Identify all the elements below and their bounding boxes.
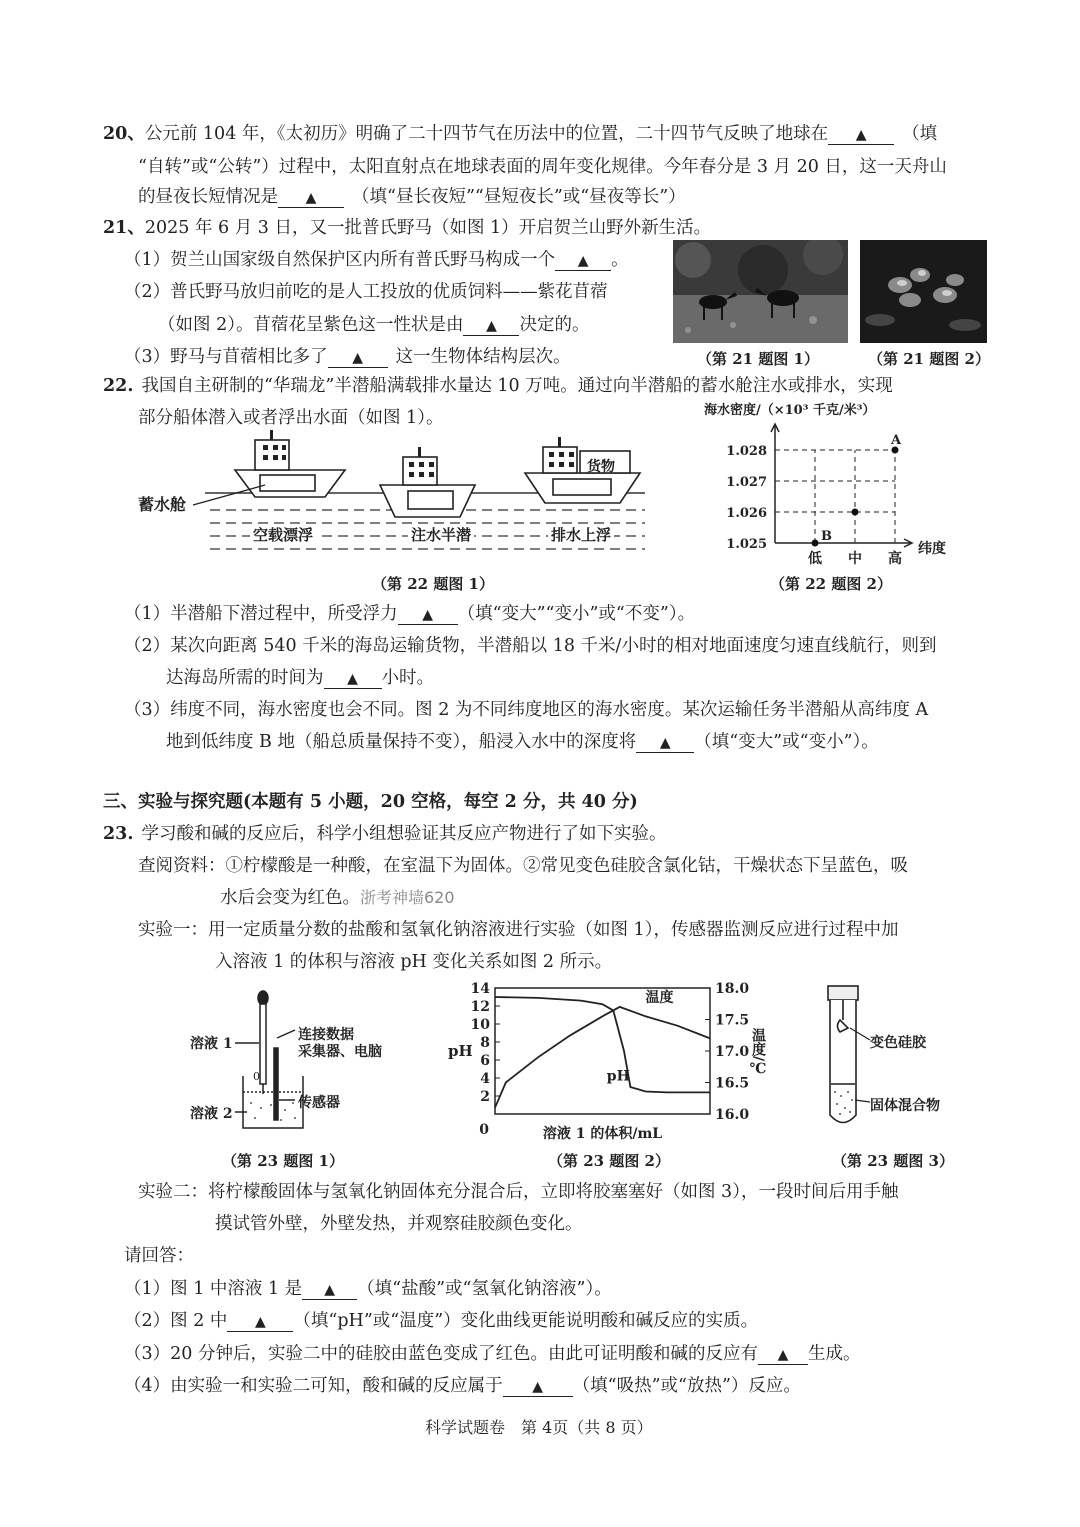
q23-stem: [103, 820, 666, 845]
q23-label-gel: 变色硅胶: [870, 1035, 926, 1051]
q23-fig3-caption: （第 23 题图 3）: [832, 1152, 954, 1170]
q20-blank-1[interactable]: ▲: [828, 125, 894, 145]
q22-stem-text1: 我国自主研制的“华瑞龙”半潜船满载排水量达 10 万吨。通过向半潜船的蓄水舱注水或排水，实现: [141, 376, 893, 396]
q23-a1-text: （1）图 1 中溶液 1 是: [124, 1279, 303, 1299]
q23-fig1-caption: （第 23 题图 1）: [222, 1152, 344, 1170]
q22-data-point: [812, 540, 819, 547]
alfalfa-photo: [860, 240, 987, 343]
q23-label-sol2: 溶液 2: [190, 1106, 233, 1122]
q21-p1-end: 。: [611, 250, 629, 270]
q21-blank-1[interactable]: ▲: [555, 251, 611, 271]
q22-ytick-label: 1.027: [726, 475, 767, 490]
q22-point-label: B: [821, 529, 832, 544]
q22-xtick-label: 高: [888, 551, 902, 567]
q23-ref-line1: 查阅资料：①柠檬酸是一种酸，在室温下为固体。②常见变色硅胶含氯化钴，干燥状态下呈蓝色，吸: [138, 856, 908, 876]
q22-ytick-label: 1.025: [726, 537, 767, 552]
q22-part2-line2: [166, 664, 434, 689]
q21-blank-2[interactable]: ▲: [463, 316, 519, 336]
q23-x-origin: 0: [479, 1122, 489, 1138]
q22-fig1-caption: （第 22 题图 1）: [372, 575, 494, 593]
q22-fig2-chart: [700, 398, 960, 568]
q22-part1: [124, 600, 695, 625]
q23-ph-curve: [495, 997, 710, 1092]
q23-fig2-caption: （第 23 题图 2）: [548, 1152, 670, 1170]
q21-p2-end: 决定的。: [519, 315, 590, 335]
q23-a2-end: （填“pH”或“温度”）变化曲线更能说明酸和碱反应的实质。: [293, 1311, 759, 1331]
q23-ask: 请回答：: [124, 1246, 194, 1266]
q21-p1-text: （1）贺兰山国家级自然保护区内所有普氏野马构成一个: [124, 250, 556, 270]
q23-ytick-right-label: 16.0: [715, 1107, 750, 1123]
q21-number: 21、: [103, 218, 145, 238]
q22-p3-end: （填“变大”或“变小”）。: [694, 732, 879, 752]
q22-label-cargo: 货物: [587, 459, 615, 475]
q23-ytick-left-label: 2: [480, 1089, 490, 1105]
q21-stem-text: 2025 年 6 月 3 日，又一批普氏野马（如图 1）开启贺兰山野外新生活。: [144, 218, 712, 238]
q23-temperature-curve-label: 温度: [645, 989, 674, 1006]
q23-a4-text: （4）由实验一和实验二可知，酸和碱的反应属于: [124, 1376, 503, 1396]
section3-heading: 三、实验与探究题(本题有 5 小题，20 空格，每空 2 分，共 40 分): [103, 792, 638, 812]
q23-answer1: [124, 1275, 612, 1300]
q23-label-conn1: 连接数据: [298, 1027, 354, 1043]
alfalfa-photo-image: [860, 240, 987, 343]
q22-state-drained: 排水上浮: [548, 524, 614, 545]
q22-part2-line1: （2）某次向距离 540 千米的海岛运输货物，半潜船以 18 千米/小时的相对地面速度匀速直线航行，则到: [124, 636, 937, 656]
q22-ytick-label: 1.028: [726, 444, 767, 459]
q21-p3-text: （3）野马与苜蓿相比多了: [124, 347, 328, 367]
q22-p1-text: （1）半潜船下潜过程中，所受浮力: [124, 604, 398, 624]
q20-text-3a: 的昼夜长短情况是: [138, 187, 278, 207]
q23-answer4: [124, 1372, 801, 1397]
q22-point-label: A: [891, 433, 902, 448]
q23-label-conn2: 采集器、电脑: [298, 1044, 382, 1060]
q20-text-1b: （填: [902, 124, 938, 144]
q22-blank-1[interactable]: ▲: [398, 605, 458, 625]
q22-chart-title: 海水密度/（×10³ 千克/米³）: [704, 403, 876, 418]
q22-state-filled: 注水半潜: [408, 524, 474, 545]
q23-answer3: [124, 1340, 860, 1365]
q22-number: 22.: [103, 376, 134, 396]
q20-number: 20、: [103, 124, 145, 144]
q23-a1-end: （填“盐酸”或“氢氧化钠溶液”）。: [357, 1279, 612, 1299]
q23-y-left-label: pH: [448, 1042, 473, 1060]
q23-fig2-chart: [440, 978, 780, 1146]
q22-label-tank: 蓄水舱: [138, 495, 187, 514]
q23-ytick-right-label: 18.0: [715, 981, 750, 997]
q22-part3-line2: [166, 728, 879, 753]
q22-ytick-label: 1.026: [726, 506, 767, 521]
svg-text:0: 0: [253, 1070, 260, 1083]
q23-blank-2[interactable]: ▲: [227, 1312, 293, 1332]
q21-fig1-caption: （第 21 题图 1）: [697, 350, 819, 368]
q20-text-1a: 公元前 104 年，《太初历》明确了二十四节气在历法中的位置，二十四节气反映了地球在: [144, 124, 829, 144]
q23-ref-line2: [220, 884, 455, 909]
q22-data-point: [852, 509, 859, 516]
watermark-text: 浙考神墙620: [360, 888, 455, 907]
q21-p3-end: 这一生物体结构层次。: [395, 347, 571, 367]
page-footer: 科学试题卷 第 4页（共 8 页）: [425, 1418, 653, 1437]
q21-blank-3[interactable]: ▲: [328, 348, 388, 368]
q23-ytick-right-label: 17.5: [715, 1012, 750, 1029]
q22-xtick-label: 低: [808, 551, 822, 567]
q23-ytick-left-label: 8: [480, 1035, 490, 1051]
q23-exp1-line1: 实验一：用一定质量分数的盐酸和氢氧化钠溶液进行实验（如图 1），传感器监测反应进行过程中加: [138, 920, 899, 940]
q22-blank-2[interactable]: ▲: [324, 669, 382, 689]
q21-part1: [124, 246, 629, 271]
q23-ph-curve-label: pH: [606, 1068, 630, 1085]
q22-fig2-caption: （第 22 题图 2）: [770, 575, 892, 593]
q20-line2: “自转”或“公转”）过程中，太阳直射点在地球表面的周年变化规律。今年春分是 3 月 20 日，这一天舟山: [138, 157, 947, 177]
q22-p2-end: 小时。: [381, 668, 434, 688]
q23-ytick-left-label: 12: [470, 999, 490, 1015]
q23-label-sensor: 传感器: [298, 1095, 340, 1111]
q23-y-right-label: 温度/℃: [750, 1028, 766, 1078]
q23-a3-text: （3）20 分钟后，实验二中的硅胶由蓝色变成了红色。由此可证明酸和碱的反应有: [124, 1344, 758, 1364]
q20-line1: [103, 120, 937, 145]
q23-fig3-testtube: [820, 980, 880, 1140]
q23-exp2-line2: 摸试管外壁，外壁发热，并观察硅胶颜色变化。: [215, 1214, 583, 1234]
q23-plot-frame: [495, 988, 710, 1114]
q21-p2-text: （如图 2）。苜蓿花呈紫色这一性状是由: [158, 315, 464, 335]
q23-stem-text: 学习酸和碱的反应后，科学小组想验证其反应产物进行了如下实验。: [141, 824, 667, 844]
q23-exp1-line2: 入溶液 1 的体积与溶液 pH 变化关系如图 2 所示。: [215, 952, 613, 972]
horse-photo-image: [673, 240, 848, 343]
q23-ytick-left-label: 10: [470, 1017, 490, 1033]
horse-photo: [673, 240, 848, 343]
q22-part3-line1: （3）纬度不同，海水密度也会不同。图 2 为不同纬度地区的海水密度。某次运输任务半潜船从高纬度 A: [124, 700, 929, 720]
q23-exp2-line1: 实验二：将柠檬酸固体与氢氧化钠固体充分混合后，立即将胶塞塞好（如图 3），一段时间后用手触: [138, 1182, 899, 1202]
q22-p2-text: 达海岛所需的时间为: [166, 668, 324, 688]
q23-ref-text2: 水后会变为红色。: [220, 888, 360, 908]
q20-text-3b: （填“昼长夜短”“昼短夜长”或“昼夜等长”）: [352, 187, 686, 207]
q23-answer2: [124, 1307, 758, 1332]
q23-ytick-left-label: 14: [470, 981, 490, 997]
q22-xtick-label: 中: [848, 551, 862, 567]
q21-part2-line1: （2）普氏野马放归前吃的是人工投放的优质饲料——紫花苜蓿: [124, 282, 608, 302]
q21-stem: [103, 214, 711, 239]
q21-part3: [124, 343, 571, 368]
q23-ytick-right-label: 17.0: [715, 1044, 750, 1060]
q23-ytick-left-label: 4: [480, 1071, 490, 1087]
q23-a3-end: 生成。: [807, 1344, 861, 1364]
q23-label-sol1: 溶液 1: [190, 1036, 233, 1052]
q22-stem-line1: [103, 372, 893, 397]
q23-x-label: 溶液 1 的体积/mL: [542, 1126, 663, 1142]
q23-a2-text: （2）图 2 中: [124, 1311, 228, 1331]
q23-number: 23.: [103, 824, 134, 844]
q22-x-label: 纬度: [918, 541, 946, 557]
q21-fig2-caption: （第 21 题图 2）: [868, 350, 990, 368]
q23-blank-3[interactable]: ▲: [758, 1345, 808, 1365]
q23-label-mix: 固体混合物: [870, 1098, 940, 1114]
q23-blank-4[interactable]: ▲: [503, 1377, 573, 1397]
q20-line3: [138, 183, 686, 208]
q23-ytick-left-label: 6: [480, 1053, 490, 1069]
q21-part2-line2: [158, 311, 589, 336]
q22-p3-text: 地到低纬度 B 地（船总质量保持不变），船浸入水中的深度将: [166, 732, 637, 752]
q22-blank-3[interactable]: ▲: [636, 733, 694, 753]
q22-state-empty: 空载漂浮: [250, 524, 316, 545]
q22-stem-line2: 部分船体潜入或者浮出水面（如图 1）。: [138, 408, 444, 428]
q23-a4-end: （填“吸热”或“放热”）反应。: [572, 1376, 801, 1396]
q23-blank-1[interactable]: ▲: [302, 1280, 357, 1300]
q22-p1-end: （填“变大”“变小”或“不变”）。: [457, 604, 696, 624]
q23-ytick-right-label: 16.5: [715, 1075, 750, 1092]
q20-blank-2[interactable]: ▲: [278, 188, 344, 208]
